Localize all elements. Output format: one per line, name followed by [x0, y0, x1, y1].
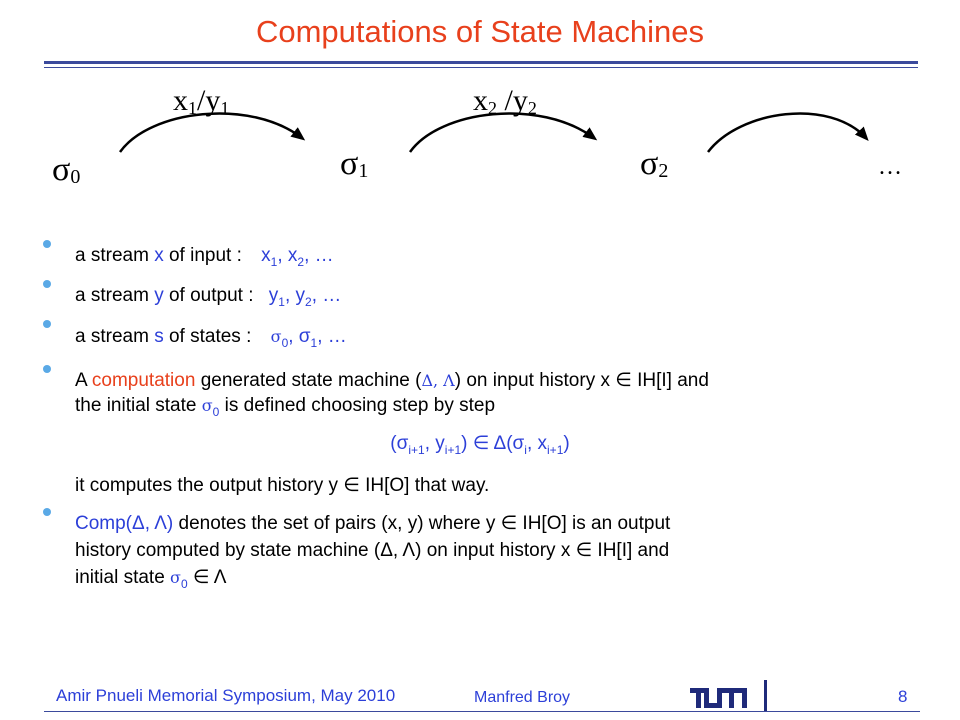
transition-label-2: x2 /y2 [473, 84, 537, 118]
bullet-output-stream: a stream y of output : $y_1$, $y_2$, … [75, 285, 342, 309]
state-sigma-2: σ2 [640, 145, 669, 182]
computation-definition-line-2: the initial state $\sigma_0$ is defined choosing step by step [75, 395, 496, 419]
comp-definition-line-3: initial state $\sigma_0$ ∈ Λ [75, 567, 227, 591]
transition-arrow-2 [410, 113, 594, 152]
bullet-dot [43, 365, 51, 373]
state-sigma-0: σ0 [52, 151, 81, 188]
step-equation: ($\sigma_{i+1}$, $y_{i+1}$) ∈ $\Delta(\sigma_i$, $x_{i+1}$) [390, 433, 570, 457]
footer-author: Manfred Broy [474, 689, 571, 706]
bullet-dot [43, 320, 51, 328]
comp-definition-line-2: history computed by state machine (Δ, Λ) on input history x ∈ IH[I] and [75, 540, 670, 561]
transition-arrow-1 [120, 113, 302, 152]
title-divider-thin [44, 67, 918, 68]
state-sigma-1: σ1 [340, 145, 369, 182]
diagram-ellipsis: … [878, 154, 902, 180]
computation-definition-line-3: it computes the output history y ∈ IH[O] that way. [75, 475, 490, 496]
footer-divider [44, 711, 920, 712]
bullet-dot [43, 280, 51, 288]
transition-arrow-3 [708, 113, 866, 152]
bullet-input-stream: a stream x of input : $x_1$, $x_2$, … [75, 245, 334, 269]
bullet-dot [43, 508, 51, 516]
slide-title: Computations of State Machines [255, 14, 705, 49]
tum-logo-icon [688, 680, 768, 714]
bullet-dot [43, 240, 51, 248]
transition-label-1: x1/y1 [173, 84, 230, 118]
comp-definition-line-1: Comp(Δ, Λ) denotes the set of pairs (x, y) where y ∈ IH[O] is an output [75, 513, 671, 534]
computation-definition-line-1: A computation generated state machine (Δ, Λ) on input history x ∈ IH[I] and [75, 370, 709, 391]
state-transition-diagram [0, 70, 960, 210]
bullet-state-stream: a stream s of states : $\sigma_0$, $\sigma_1$, … [75, 326, 347, 350]
title-divider [44, 61, 918, 64]
footer-event: Amir Pnueli Memorial Symposium, May 2010 [56, 686, 396, 705]
page-number: 8 [898, 687, 908, 706]
